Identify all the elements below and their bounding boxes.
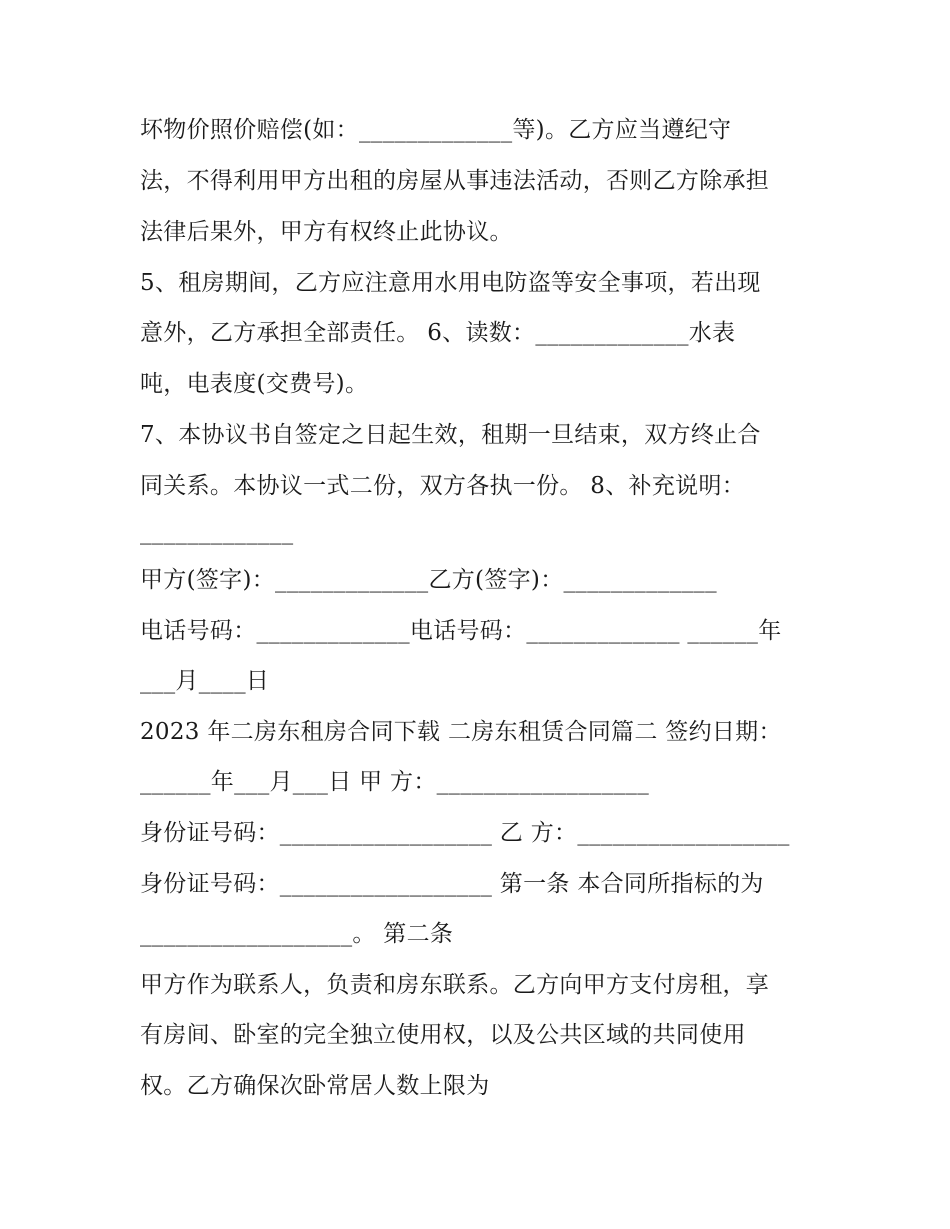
text-line: __________________。 第二条	[140, 921, 454, 947]
text-line: 法律后果外，甲方有权终止此协议。	[140, 219, 513, 245]
text-line: 有房间、卧室的完全独立使用权，以及公共区域的共同使用	[140, 1022, 746, 1048]
text-line: _____________	[140, 519, 294, 545]
text-line: ___月____日	[140, 668, 270, 694]
text-line: 甲方(签字)：_____________乙方(签字)：_____________	[140, 567, 717, 593]
text-line: 电话号码：_____________电话号码：_____________ ______年	[140, 618, 782, 644]
text-line: 同关系。本协议一式二份，双方各执一份。 8、补充说明：	[140, 473, 746, 499]
text-line: 身份证号码：__________________ 第一条 本合同所指标的为	[140, 871, 764, 897]
text-line: 身份证号码：__________________ 乙 方：__________________	[140, 820, 790, 846]
text-line: 坏物价照价赔偿(如：_____________等)。乙方应当遵纪守	[140, 117, 732, 143]
text-line: 5、租房期间，乙方应注意用水用电防盗等安全事项，若出现	[140, 270, 761, 296]
text-line: 2023 年二房东租房合同下载 二房东租赁合同篇二 签约日期：	[140, 719, 782, 745]
text-line: 法，不得利用甲方出租的房屋从事违法活动，否则乙方除承担	[140, 168, 770, 194]
text-line: ______年___月___日 甲 方：__________________	[140, 769, 650, 795]
text-line: 7、本协议书自签定之日起生效，租期一旦结束，双方终止合	[140, 422, 761, 448]
text-line: 权。乙方确保次卧常居人数上限为	[140, 1073, 490, 1099]
text-line: 吨，电表度(交费号)。	[140, 371, 369, 397]
text-line: 意外，乙方承担全部责任。 6、读数：_____________水表	[140, 320, 736, 346]
text-line: 甲方作为联系人，负责和房东联系。乙方向甲方支付房租，享	[140, 972, 770, 998]
